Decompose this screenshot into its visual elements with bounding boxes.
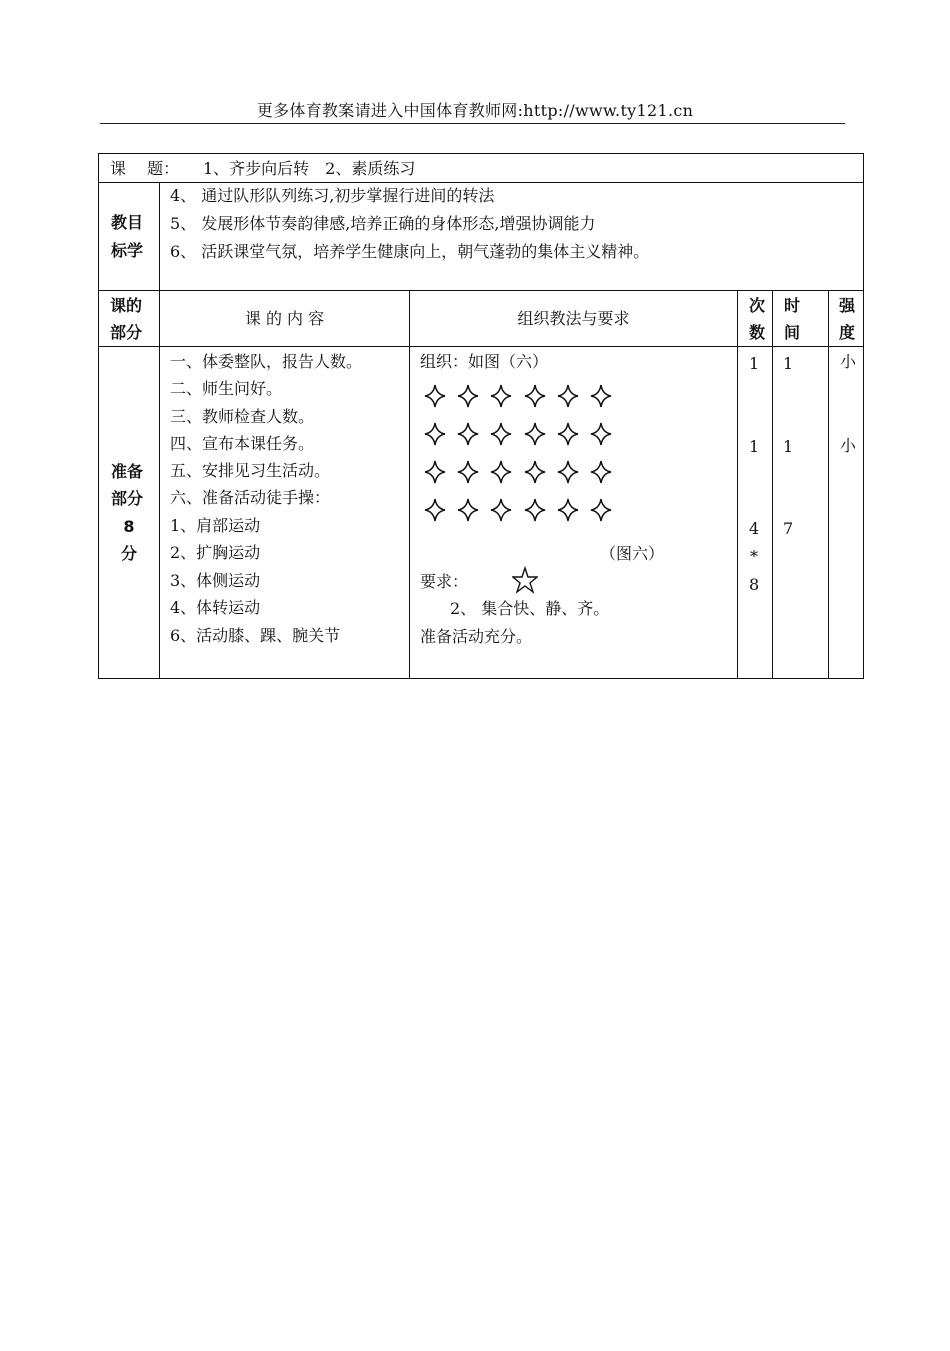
col-part-header-line2: 部分: [110, 323, 143, 342]
four-point-star-icon: [590, 498, 612, 522]
four-point-star-icon: [424, 384, 446, 408]
content-item: 四、宣布本课任务。: [170, 434, 315, 453]
divider: [98, 290, 864, 291]
divider: [159, 182, 160, 679]
section-part-line2: 部分: [111, 489, 144, 508]
col-time-header-line2: 间: [784, 323, 801, 342]
formation-diagram: [424, 384, 624, 534]
requirement-line: 准备活动充分。: [420, 627, 533, 646]
objective-item: 6、 活跃课堂气氛，培养学生健康向上，朝气蓬勃的集体主义精神。: [170, 242, 650, 261]
divider: [828, 290, 829, 679]
col-count-header-line1: 次: [749, 296, 766, 315]
divider: [98, 346, 864, 347]
four-point-star-icon: [590, 384, 612, 408]
topic-label: 课 题：: [110, 159, 180, 178]
four-point-star-icon: [424, 498, 446, 522]
four-point-star-icon: [457, 422, 479, 446]
divider: [772, 290, 773, 679]
four-point-star-icon: [457, 460, 479, 484]
divider: [409, 290, 410, 679]
time-value: 1: [783, 354, 794, 373]
objective-item: 5、 发展形体节奏韵律感,培养正确的身体形态,增强协调能力: [170, 214, 596, 233]
content-item: 3、体侧运动: [170, 571, 261, 590]
col-time-header-line1: 时: [784, 296, 801, 315]
topic-value: 1、齐步向后转 2、素质练习: [203, 159, 416, 178]
col-count-header-line2: 数: [749, 323, 766, 342]
header-rule: [100, 123, 845, 124]
four-point-star-icon: [524, 384, 546, 408]
content-item: 三、教师检查人数。: [170, 407, 315, 426]
four-point-star-icon: [424, 422, 446, 446]
content-item: 五、安排见习生活动。: [170, 461, 331, 480]
requirement-label: 要求：: [420, 572, 469, 591]
objectives-label-line2: 标学: [111, 241, 144, 260]
col-intensity-header-line2: 度: [839, 323, 856, 342]
objective-item: 4、 通过队形队列练习,初步掌握行进间的转法: [170, 186, 495, 205]
four-point-star-icon: [424, 460, 446, 484]
organization-text: 组织：如图（六）: [420, 352, 549, 371]
four-point-star-icon: [457, 498, 479, 522]
col-content-header: 课 的 内 容: [244, 309, 325, 328]
four-point-star-icon: [590, 422, 612, 446]
content-item: 4、体转运动: [170, 598, 261, 617]
divider: [98, 182, 864, 183]
four-point-star-icon: [557, 498, 579, 522]
col-intensity-header-line1: 强: [839, 296, 856, 315]
page-header: 更多体育教案请进入中国体育教师网:http://www.ty121.cn: [256, 101, 694, 120]
four-point-star-icon: [524, 422, 546, 446]
four-point-star-icon: [490, 498, 512, 522]
intensity-value: 小: [840, 352, 857, 371]
four-point-star-icon: [490, 422, 512, 446]
four-point-star-icon: [524, 460, 546, 484]
time-value: 1: [783, 437, 794, 456]
four-point-star-icon: [490, 460, 512, 484]
col-part-header-line1: 课的: [110, 296, 143, 315]
count-value: 4: [749, 519, 760, 538]
four-point-star-icon: [557, 422, 579, 446]
count-value: 1: [749, 437, 760, 456]
section-part-line1: 准备: [111, 462, 144, 481]
objectives-label-line1: 教目: [111, 213, 144, 232]
section-part-line4: 分: [120, 544, 137, 563]
four-point-star-icon: [590, 460, 612, 484]
content-item: 六、准备活动徒手操：: [170, 488, 331, 507]
content-item: 1、肩部运动: [170, 516, 261, 535]
count-value: 8: [749, 575, 760, 594]
content-item: 2、扩胸运动: [170, 543, 261, 562]
intensity-value: 小: [840, 436, 857, 455]
requirement-line: 2、 集合快、静、齐。: [450, 599, 610, 618]
time-value: 7: [783, 519, 794, 538]
four-point-star-icon: [524, 498, 546, 522]
four-point-star-icon: [490, 384, 512, 408]
content-item: 6、活动膝、踝、腕关节: [170, 626, 341, 645]
count-value: *: [750, 547, 758, 566]
section-part-line3: 8: [123, 517, 135, 536]
content-item: 一、体委整队，报告人数。: [170, 352, 363, 371]
content-item: 二、师生问好。: [170, 379, 283, 398]
four-point-star-icon: [557, 384, 579, 408]
five-point-star-icon: [512, 566, 538, 594]
four-point-star-icon: [557, 460, 579, 484]
divider: [737, 290, 738, 679]
count-value: 1: [749, 354, 760, 373]
figure-caption: （图六）: [600, 544, 665, 563]
col-method-header: 组织教法与要求: [517, 309, 630, 328]
four-point-star-icon: [457, 384, 479, 408]
